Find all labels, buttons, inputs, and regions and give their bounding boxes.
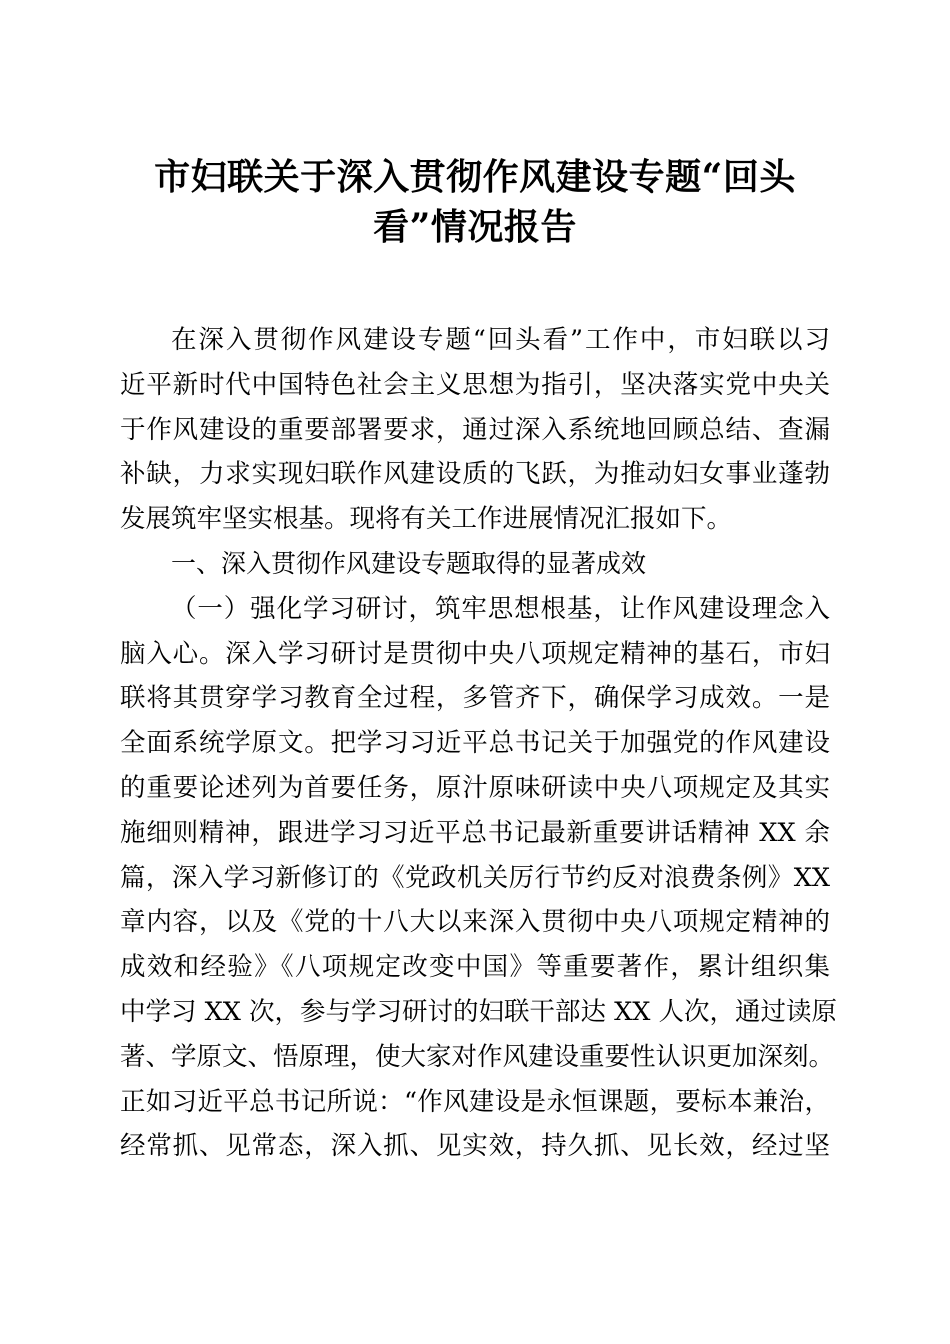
document-title	[120, 152, 830, 252]
subsection-paragraph-line: 正如习近平总书记所说：“作风建设是永恒课题，要标本兼治，	[120, 1086, 830, 1117]
intro-paragraph-line: 补缺，力求实现妇联作风建设质的飞跃，为推动妇女事业蓬勃	[120, 459, 830, 490]
title-line-2: 看”情况报告	[373, 206, 577, 248]
intro-paragraph-line: 近平新时代中国特色社会主义思想为指引，坚决落实党中央关	[120, 369, 830, 400]
intro-paragraph-line: 于作风建设的重要部署要求，通过深入系统地回顾总结、查漏	[120, 414, 830, 445]
subsection-paragraph-line: 中学习 XX 次，参与学习研讨的妇联干部达 XX 人次，通过读原	[120, 996, 838, 1027]
intro-paragraph-line: 发展筑牢坚实根基。现将有关工作进展情况汇报如下。	[120, 504, 733, 535]
subsection-paragraph-line: 全面系统学原文。把学习习近平总书记关于加强党的作风建设	[120, 728, 830, 759]
subsection-paragraph-line: 施细则精神，跟进学习习近平总书记最新重要讲话精神 XX 余	[120, 817, 830, 848]
subsection-paragraph-line: 篇，深入学习新修订的《党政机关厉行节约反对浪费条例》XX	[120, 862, 830, 893]
subsection-paragraph-line: 的重要论述列为首要任务，原汁原味研读中央八项规定及其实	[120, 772, 830, 803]
subsection-paragraph-line: 著、学原文、悟原理，使大家对作风建设重要性认识更加深刻。	[120, 1041, 835, 1072]
document-body	[120, 318, 838, 1169]
subsection-paragraph-line: 经常抓、见常态，深入抓、见实效，持久抓、见长效，经过坚	[120, 1131, 830, 1162]
section-heading: 一、深入贯彻作风建设专题取得的显著成效	[171, 548, 647, 578]
title-line-1: 市妇联关于深入贯彻作风建设专题“回头	[154, 156, 796, 198]
subsection-paragraph-line: 章内容，以及《党的十八大以来深入贯彻中央八项规定精神的	[120, 907, 830, 938]
subsection-paragraph-line: 成效和经验》《八项规定改变中国》等重要著作，累计组织集	[120, 952, 830, 983]
intro-paragraph-line: 在深入贯彻作风建设专题“回头看”工作中，市妇联以习	[171, 325, 830, 355]
subsection-paragraph-line: 联将其贯穿学习教育全过程，多管齐下，确保学习成效。一是	[120, 683, 830, 714]
subsection-paragraph-line: 脑入心。深入学习研讨是贯彻中央八项规定精神的基石，市妇	[120, 638, 830, 669]
subsection-paragraph-line: （一）强化学习研讨，筑牢思想根基，让作风建设理念入	[171, 593, 830, 624]
